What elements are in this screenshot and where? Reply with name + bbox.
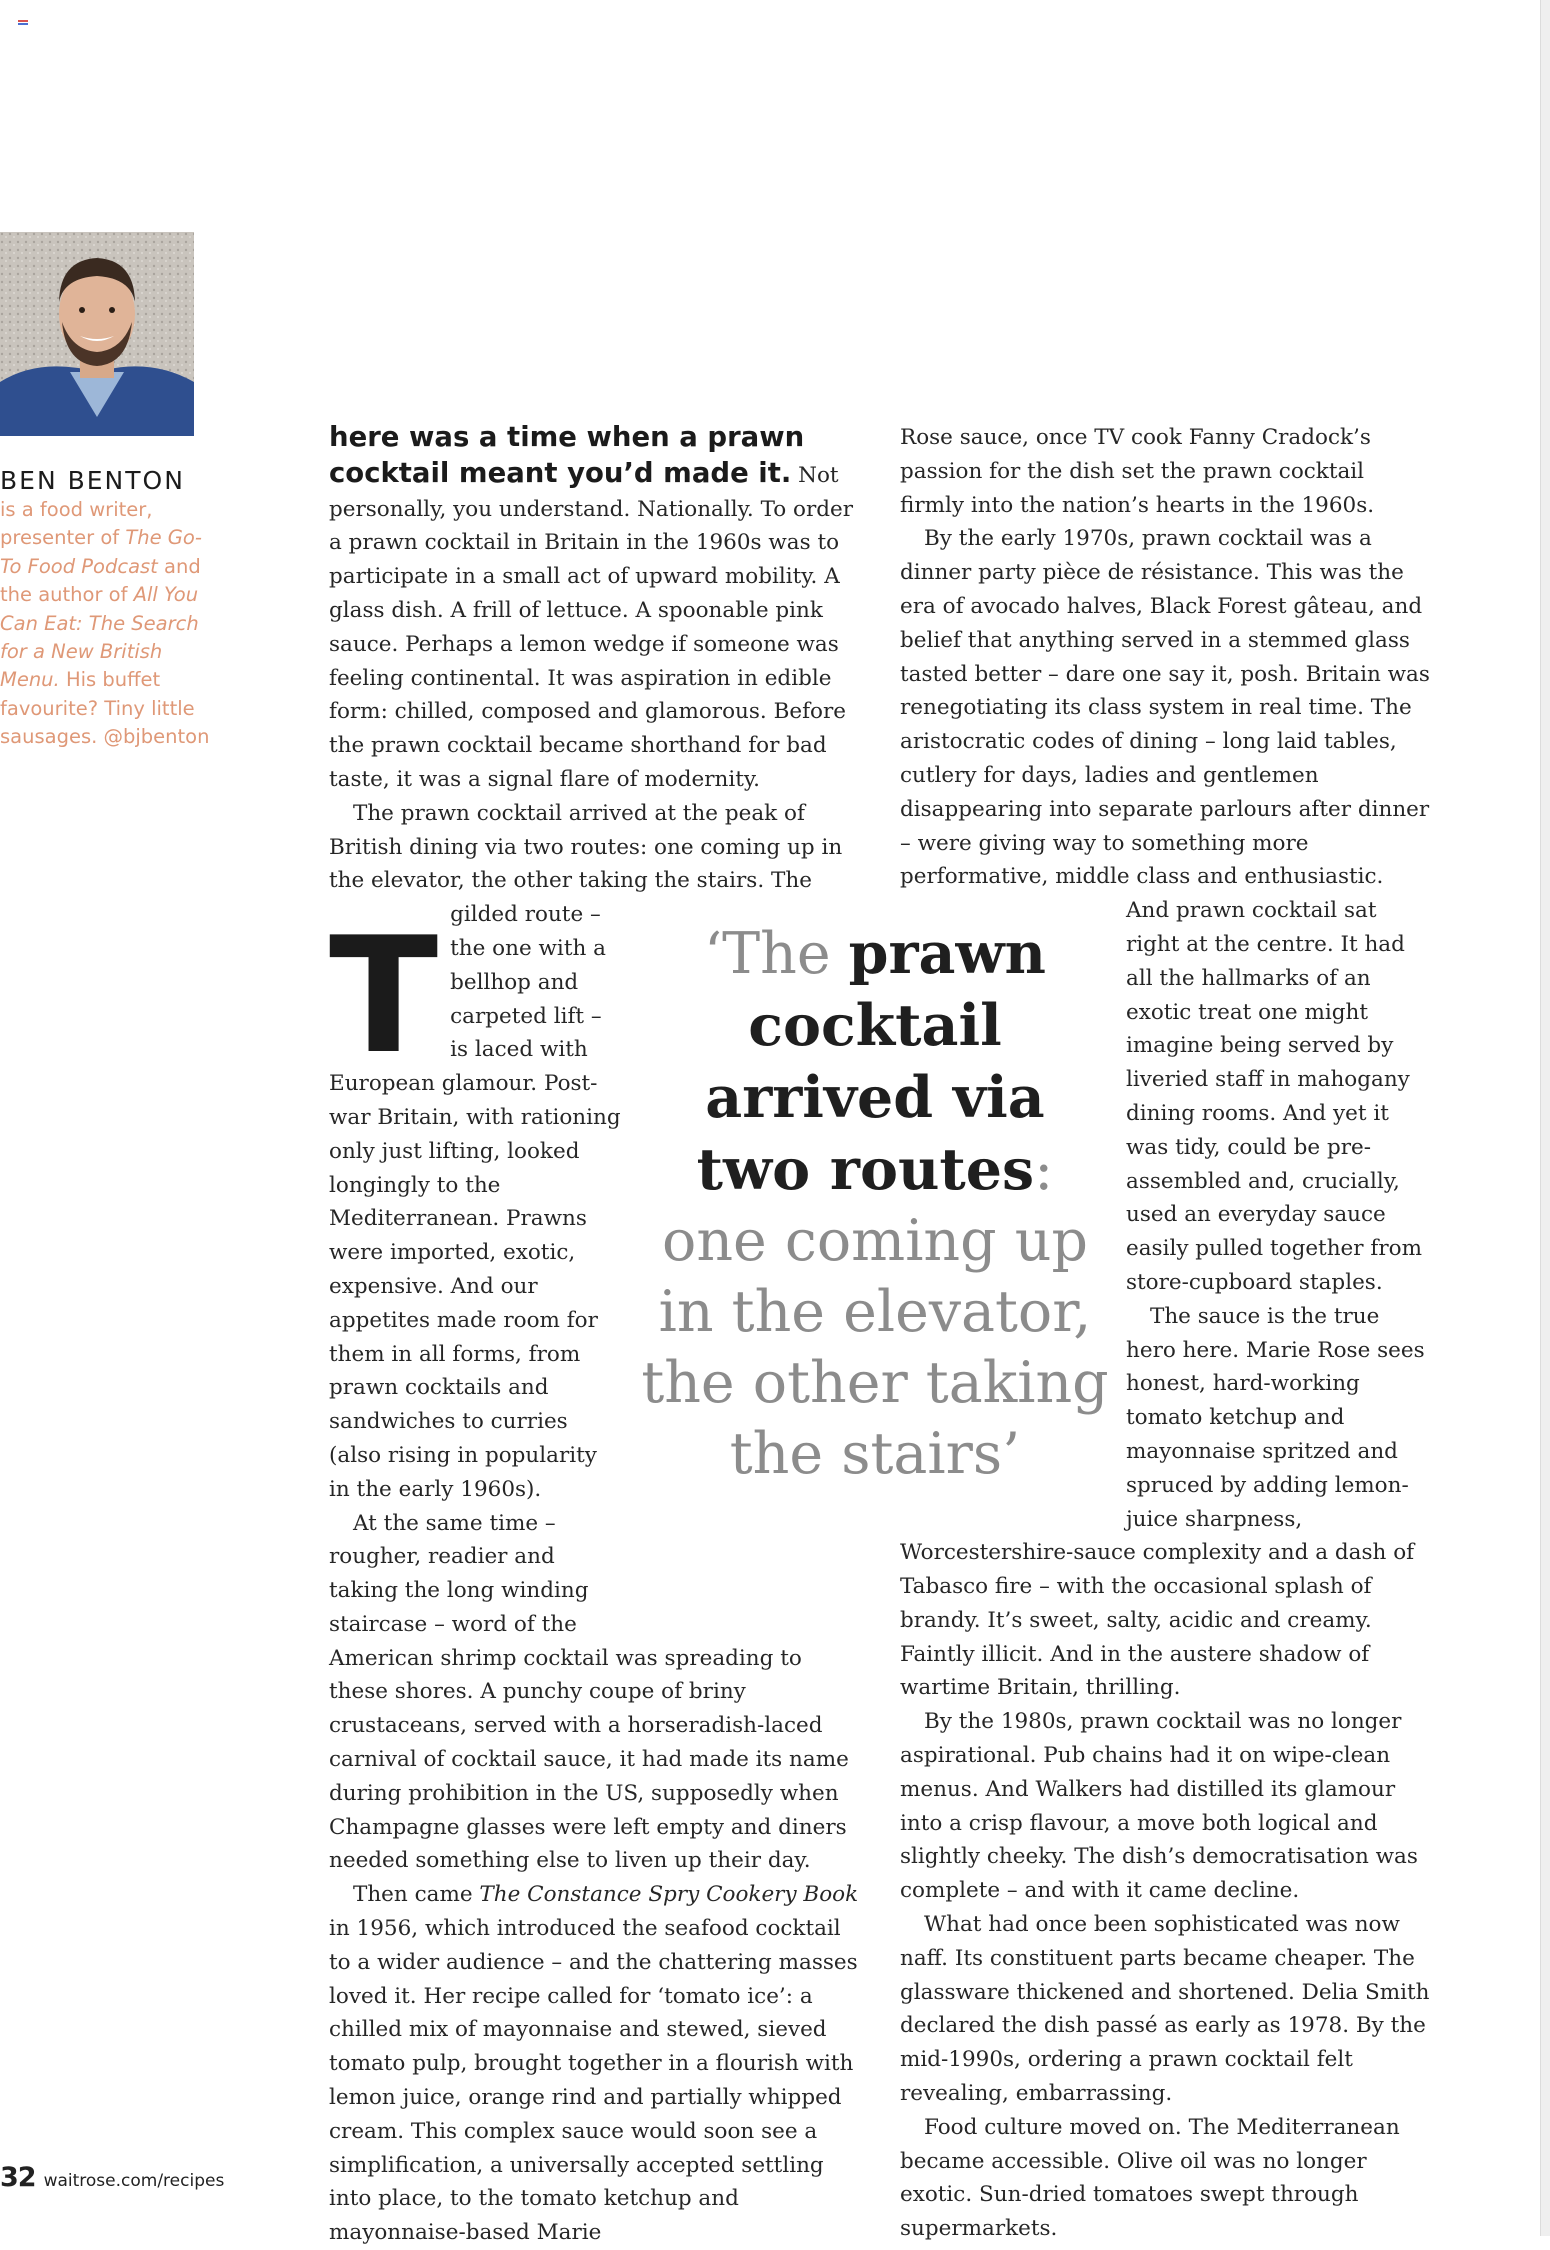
author-photo	[0, 232, 194, 436]
paragraph: By the 1980s, prawn cocktail was no longer aspirational. Pub chains had it on wipe-clean menus. And Walkers had distilled its glamour into a crisp flavour, a move both logical and slightly cheeky. The dish’s democratisation was complete – and with it came decline.	[900, 1709, 1418, 1904]
paragraph: By the early 1970s, prawn cocktail was a dinner party pièce de résistance. This was the era of avocado halves, Black Forest gâteau, and belief that anything served in a stemmed glass tasted better – dare one say it, posh. Britain was renegotiating its class system in real time. The aristocratic codes of dining – long laid tables, cutlery for days, ladies and gentlemen disappearing into separate parlours after dinner – were giving way to something more performative, middle class and enthusiastic. And prawn cocktail sat right at the centre. It had all the hallmarks of an exotic treat one might imagine being served by liveried staff in mahogany dining rooms. And yet it was tidy, could be pre-assembled and, crucially, used an everyday sauce easily pulled together from store-cupboard staples.	[900, 526, 1430, 1295]
footer-url[interactable]: waitrose.com/recipes	[43, 2171, 225, 2191]
drop-cap: T	[329, 902, 439, 1089]
paragraph: At the same time – rougher, readier and taking the long winding staircase – word of the American shrimp cocktail was spreading to these shores. A punchy coupe of briny crustaceans, served with a horseradish-laced carnival of cocktail sauce, it had made its name during prohibition in the US, supposedly when Champagne glasses were left empty and diners needed something else to liven up their day.	[329, 1510, 849, 1874]
paragraph: Then came The Constance Spry Cookery Book in 1956, which introduced the seafood cocktail to a wider audience – and the chattering masses loved it. Her recipe called for ‘tomato ice’: a chilled mix of mayonnaise and stewed, sieved tomato pulp, brought together in a flourish with lemon juice, orange rind and partially whipped cream. This complex sauce would soon see a simplification, a universally accepted settling into place, to the tomato ketchup and mayonnaise-based Marie	[329, 1882, 859, 2246]
scrollbar[interactable]	[1540, 0, 1550, 2236]
page-footer	[0, 2162, 224, 2193]
pull-quote: ‘The prawn cocktail arrived via two routes: one coming up in the elevator, the other taking the stairs’	[641, 920, 1109, 1487]
paragraph: The sauce is the true hero here. Marie Rose sees honest, hard-working tomato ketchup and mayonnaise spritzed and spruced by adding lemon-juice sharpness, Worcestershire-sauce complexity and a dash of Tabasco fire – with the occasional splash of brandy. It’s sweet, salty, acidic and creamy. Faintly illicit. And in the austere shadow of wartime Britain, thrilling.	[900, 1303, 1425, 1701]
paragraph: Rose sauce, once TV cook Fanny Cradock’s passion for the dish set the prawn cocktail firmly into the nation’s hearts in the 1960s.	[900, 425, 1375, 518]
paragraph: Food culture moved on. The Mediterranean became accessible. Olive oil was no longer exotic. Sun-dried tomatoes swept through supermarkets.	[900, 2114, 1400, 2242]
lead-sentence: here was a time when a prawn cocktail meant you’d made it.	[329, 421, 805, 489]
paragraph: T here was a time when a prawn cocktail meant you’d made it. Not personally, you understand. Nationally. To order a prawn cocktail in Britain in the 1960s was to participate in a small act of upward mobility. A glass dish. A frill of lettuce. A spoonable pink sauce. Perhaps a lemon wedge if someone was feeling continental. It was aspiration in edible form: chilled, composed and glamorous. Before the prawn cocktail became shorthand for bad taste, it was a signal flare of modernity.	[329, 421, 854, 1089]
author-name: BEN BENTON	[0, 466, 185, 495]
menu-icon[interactable]	[18, 20, 28, 26]
paragraph: What had once been sophisticated was now naff. Its constituent parts became cheaper. The glassware thickened and shortened. Delia Smith declared the dish passé as early as 1978. By the mid-1990s, ordering a prawn cocktail felt revealing, embarrassing.	[900, 1912, 1430, 2107]
paragraph: The prawn cocktail arrived at the peak of British dining via two routes: one coming up in the elevator, the other taking the stairs. The gilded route – the one with a bellhop and carpeted lift – is laced with European glamour. Post-war Britain, with rationing only just lifting, looked longingly to the Mediterranean. Prawns were imported, exotic, expensive. And our appetites made room for them in all forms, from prawn cocktails and sandwiches to curries (also rising in popularity in the early 1960s).	[329, 800, 843, 1502]
page-number: 32	[0, 2162, 36, 2193]
author-bio: is a food writer, presenter of The Go-To Food Podcast and the author of All You Can Eat: The Search for a New British Menu. His buffet favourite? Tiny little sausages. @bjbenton	[0, 498, 210, 749]
